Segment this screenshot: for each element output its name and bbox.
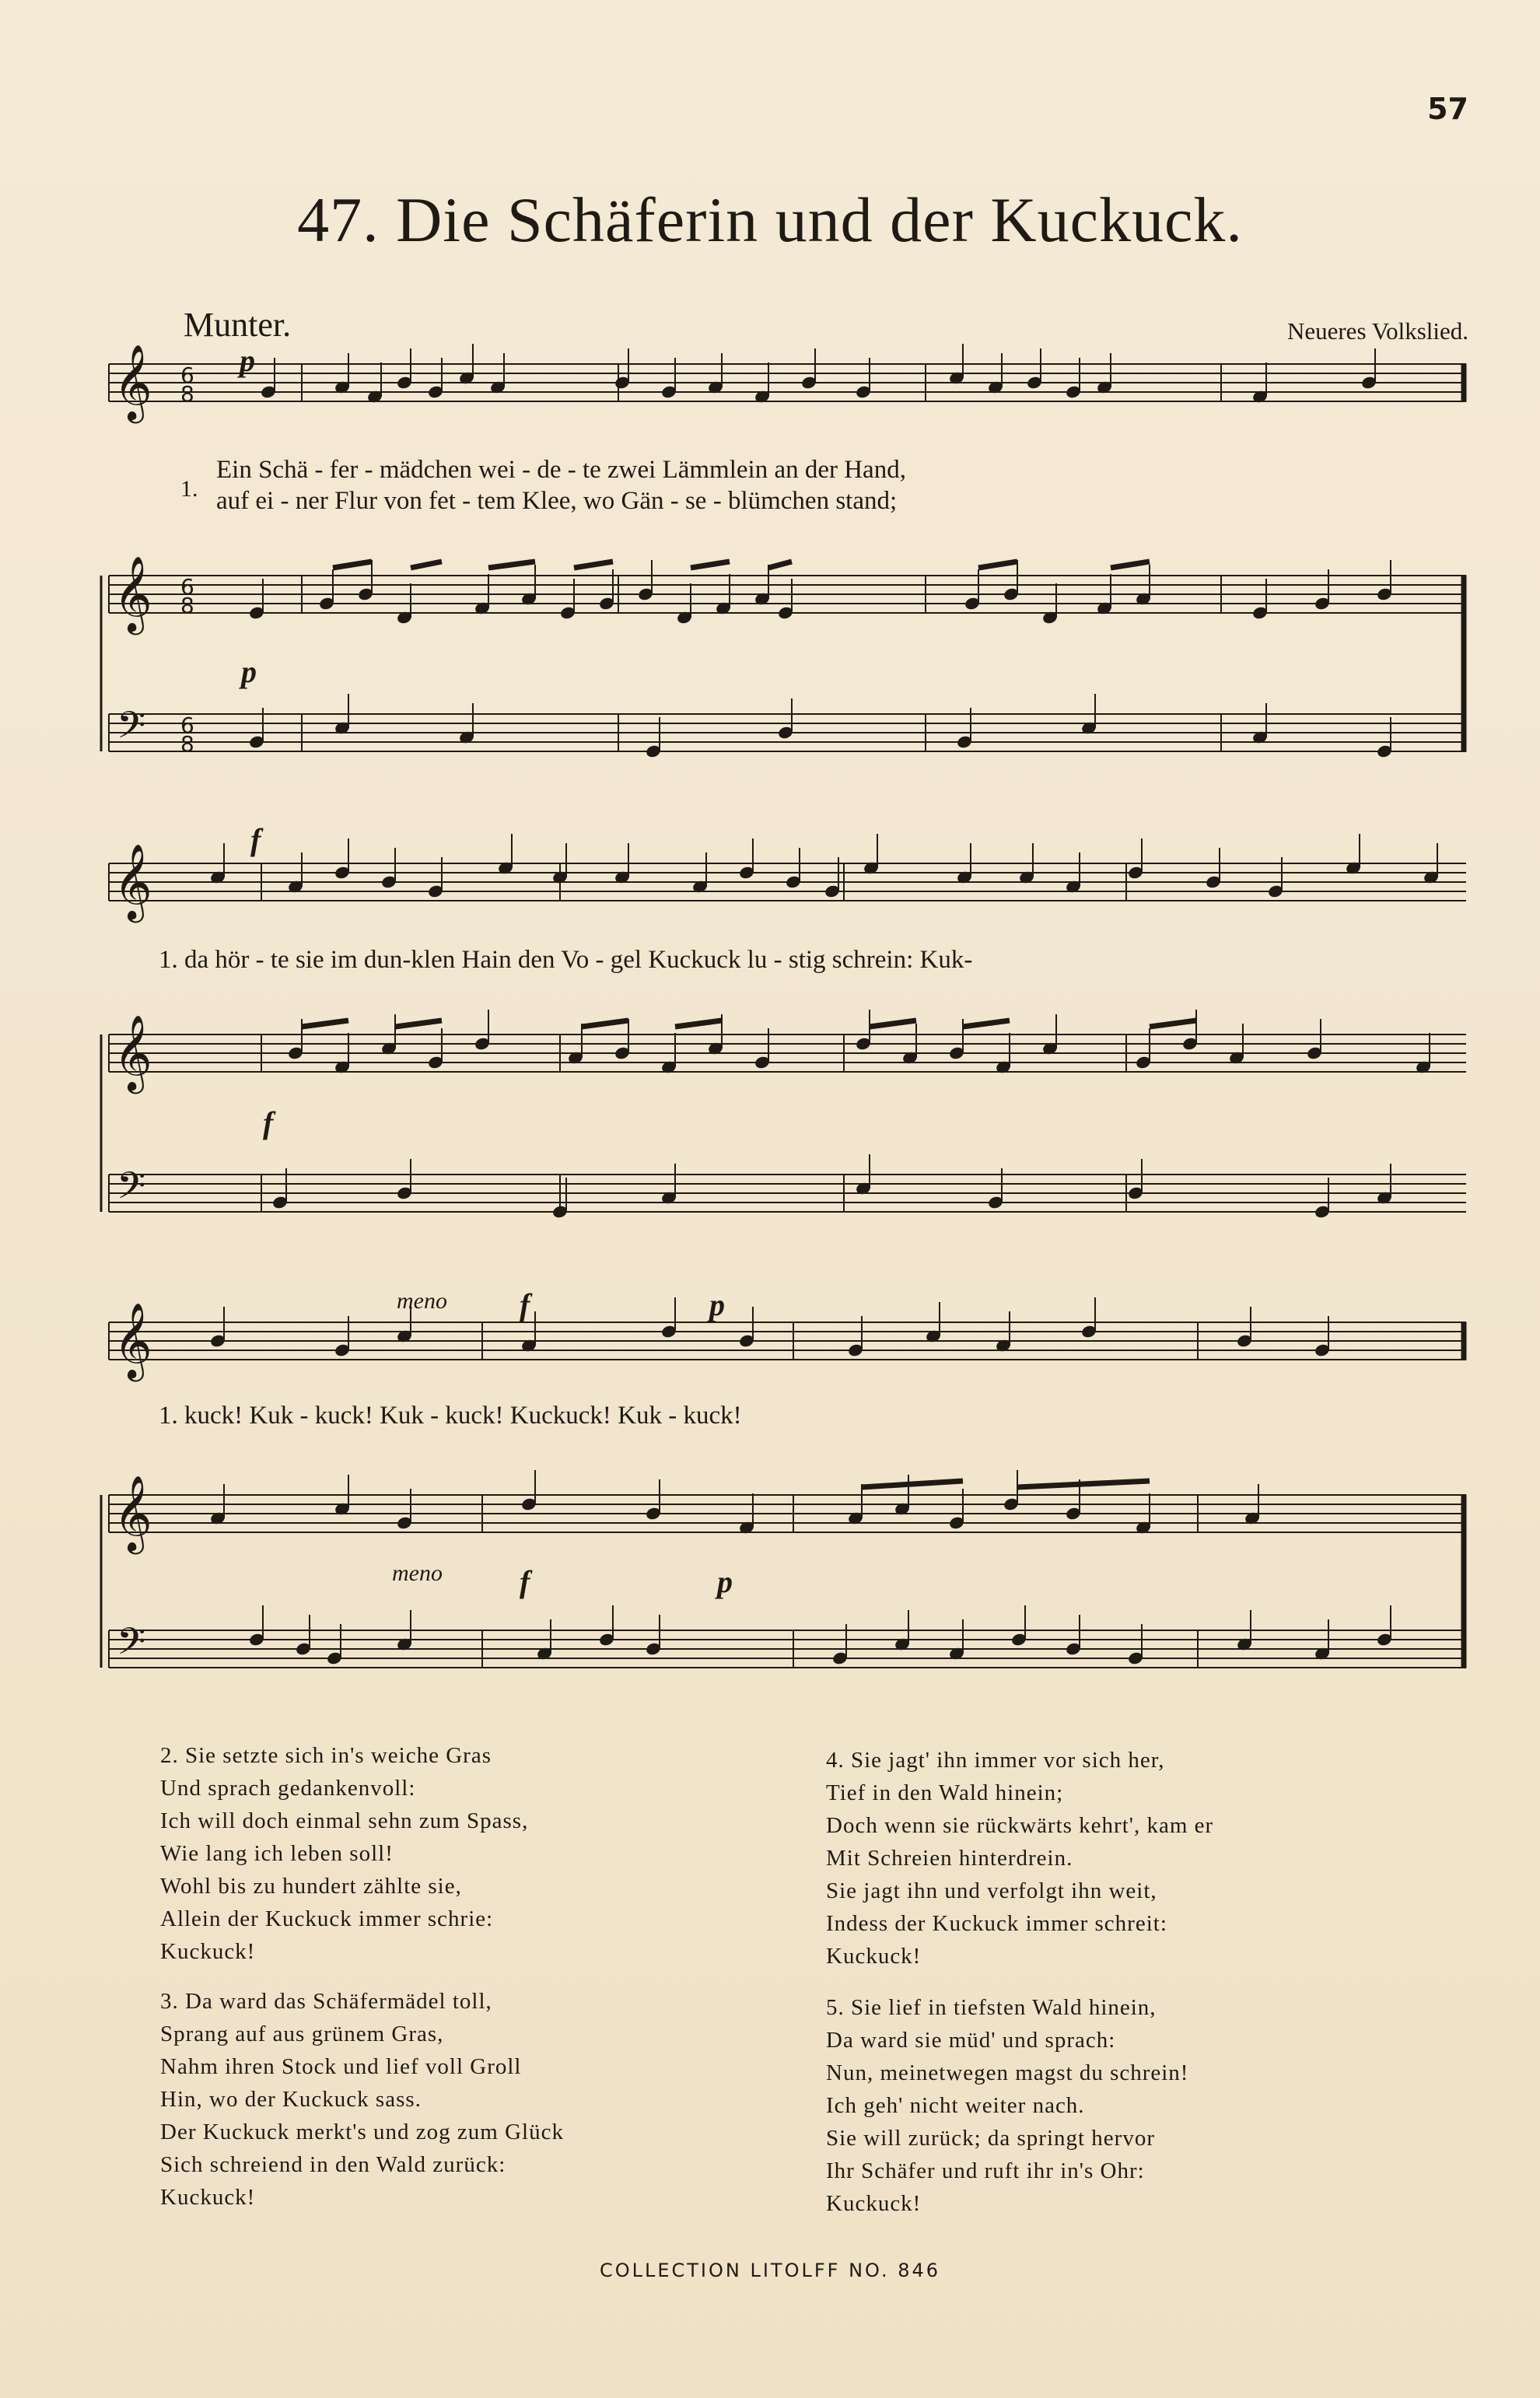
beam: [411, 562, 442, 568]
beam: [870, 1020, 916, 1027]
source-attribution: Neueres Volkslied.: [1286, 317, 1468, 345]
verse-2: 2. Sie setzte sich in's weiche Gras Und sprach gedankenvoll: Ich will doch einmal sehn zum Spass, Wie lang ich leben soll! Wohl bis zu hundert zählte sie, Allein der Kuckuck immer schrie: Kuckuck!: [160, 1743, 529, 1964]
time-signature: 8: [180, 731, 194, 757]
treble-clef-icon: 𝄞: [114, 344, 152, 420]
lyric-line-system-2: 1. da hör - te sie im dun-klen Hain den Vo - gel Kuckuck lu - stig schrein: Kuk-: [159, 946, 973, 974]
lyric-line-1: Ein Schä - fer - mädchen wei - de - te zwei Lämmlein an der Hand,: [216, 456, 906, 484]
treble-clef-icon: 𝄞: [114, 1302, 152, 1378]
song-title: 47. Die Schäferin und der Kuckuck.: [297, 184, 1243, 255]
time-signature: 8: [180, 593, 194, 618]
lyric-line-system-3: 1. kuck! Kuk - kuck! Kuk - kuck! Kuckuck! Kuk - kuck!: [159, 1402, 742, 1430]
beam: [691, 562, 730, 568]
final-barline: [1461, 576, 1466, 751]
beam: [1150, 1020, 1196, 1027]
time-signature: 6: [180, 362, 194, 388]
dynamic-piano: p: [240, 343, 255, 378]
treble-clef-icon: 𝄞: [114, 555, 152, 632]
dynamic-piano: p: [709, 1287, 725, 1322]
page-number: 57: [1427, 92, 1468, 126]
dynamic-meno: meno: [392, 1560, 443, 1586]
treble-clef-icon: 𝄞: [114, 843, 152, 919]
beam: [675, 1020, 722, 1027]
dynamic-forte: f: [250, 822, 261, 857]
time-signature: 6: [180, 574, 194, 600]
dynamic-meno: meno: [397, 1288, 447, 1314]
beam: [574, 562, 613, 568]
beam: [395, 1020, 442, 1027]
beam: [1017, 1481, 1150, 1487]
dynamic-forte: f: [263, 1105, 274, 1140]
dynamic-piano: p: [717, 1564, 733, 1599]
beam: [978, 562, 1017, 568]
verse-3: 3. Da ward das Schäfermädel toll, Sprang auf aus grünem Gras, Nahm ihren Stock und lief voll Groll Hin, wo der Kuckuck sass. Der Kuckuck merkt's und zog zum Glück Sich schreiend in den Wald zurück: Kuckuck!: [160, 1989, 564, 2210]
tempo-marking: Munter.: [184, 306, 292, 344]
dynamic-forte: f: [520, 1564, 530, 1599]
beam: [963, 1020, 1010, 1027]
final-barline: [1461, 1322, 1466, 1360]
verse-4: 4. Sie jagt' ihn immer vor sich her, Tief in den Wald hinein; Doch wenn sie rückwärts kehrt', kam er Mit Schreien hinterdrein. Sie jagt ihn und verfolgt ihn weit, Indess der Kuckuck immer schreit: Kuckuck!: [826, 1748, 1214, 1969]
beam: [1111, 562, 1150, 568]
lyric-line-2: auf ei - ner Flur von fet - tem Klee, wo Gän - se - blümchen stand;: [216, 487, 898, 515]
time-signature: 8: [180, 381, 194, 407]
beam: [582, 1020, 628, 1027]
beam: [862, 1481, 963, 1487]
beam: [302, 1020, 348, 1027]
treble-clef-icon: 𝄞: [114, 1475, 152, 1551]
beam: [333, 562, 372, 568]
beam: [768, 562, 792, 568]
verse-number: 1.: [180, 476, 198, 502]
bass-clef-icon: 𝄢: [117, 1164, 146, 1217]
dynamic-piano: p: [241, 654, 257, 689]
publisher-colophon: COLLECTION LITOLFF NO. 846: [599, 2260, 941, 2281]
time-signature: 6: [180, 712, 194, 738]
verse-5: 5. Sie lief in tiefsten Wald hinein, Da ward sie müd' und sprach: Nun, meinetwegen magst du schrein! Ich geh' nicht weiter nach. Sie will zurück; da springt hervor Ihr Schäfer und ruft ihr in's Ohr: Kuckuck!: [826, 1995, 1189, 2216]
bass-clef-icon: 𝄢: [117, 703, 146, 756]
dynamic-forte: f: [520, 1287, 530, 1322]
bass-clef-icon: 𝄢: [117, 1619, 146, 1672]
treble-clef-icon: 𝄞: [114, 1014, 152, 1090]
final-barline: [1461, 364, 1466, 401]
final-barline: [1461, 1495, 1466, 1668]
beam: [488, 562, 535, 568]
